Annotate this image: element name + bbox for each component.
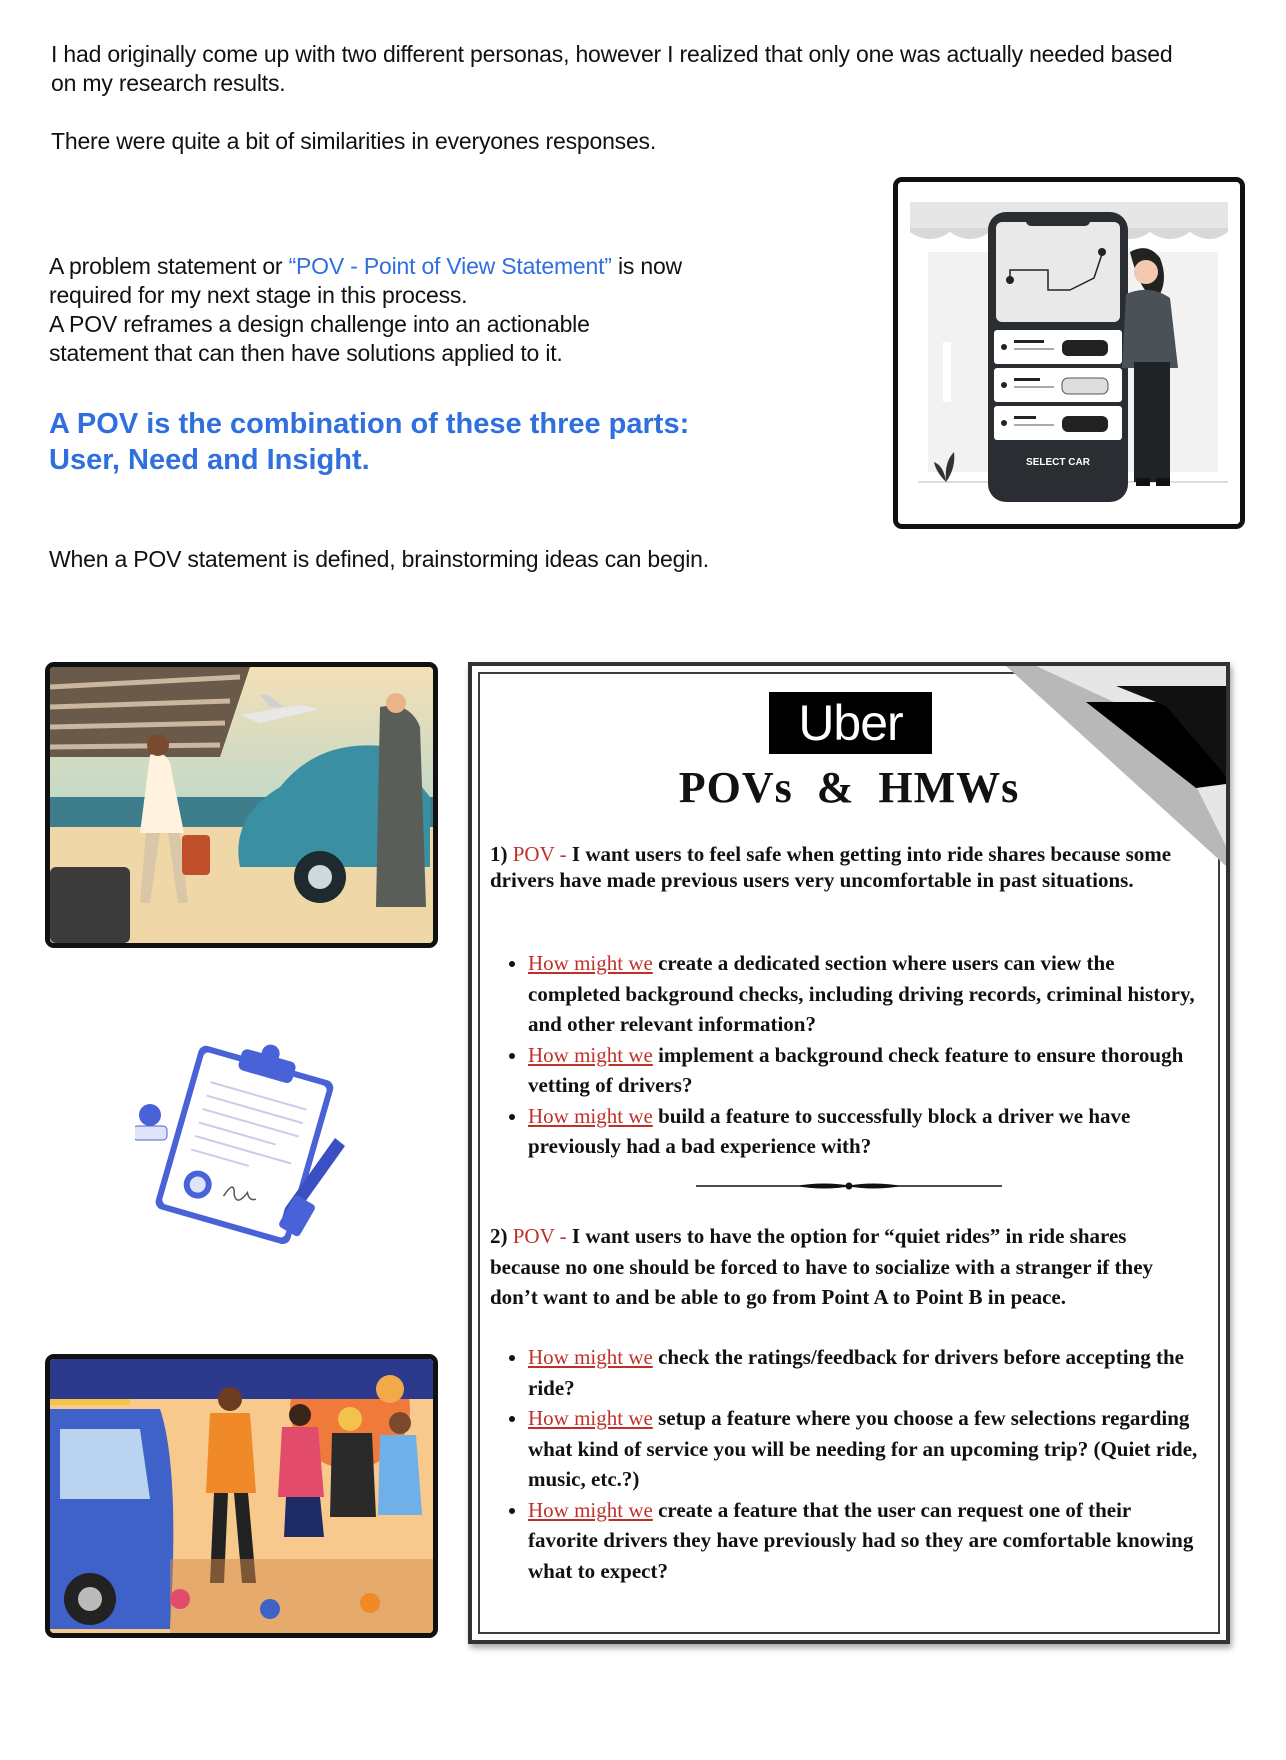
hmw-1-1-text: create a dedicated section where users can view the completed background checks, including driving records, criminal history, and other relevant information?: [528, 951, 1195, 1036]
pov-explainer-paragraph-2: A POV reframes a design challenge into an actionable statement that can then have solutions applied to it.: [49, 311, 590, 366]
pov-explainer-lead: A problem statement or: [49, 253, 289, 279]
friends-car-illustration-frame: [45, 1354, 438, 1638]
pov-1-separator: -: [554, 842, 572, 866]
phone-illustration: [898, 182, 1240, 524]
hmw-2-item: [528, 1342, 1202, 1403]
pov-1-number: 1): [490, 842, 513, 866]
pov-explainer-tail: is now required for my next stage in this process.: [49, 253, 682, 308]
hmw-1-2-text: implement a background check feature to ensure thorough vetting of drivers?: [528, 1042, 1184, 1097]
pov-explainer-paragraph: [49, 252, 714, 310]
hmw-1-item: [528, 1101, 1202, 1162]
pov-1-text: I want users to feel safe when getting into ride shares because some drivers have made previous users very uncomfortable in past situations.: [490, 842, 1172, 892]
hmw-1-3-lead: How might we: [528, 1103, 653, 1128]
ornamental-divider: [696, 1178, 1002, 1194]
pov-combination-heading: A POV is the combination of these three parts: User, Need and Insight.: [49, 408, 690, 476]
intro-paragraph-1: I had originally come up with two different personas, however I realized that only one was actually needed based on my research results.: [51, 41, 1173, 96]
pov-hmw-card: [468, 662, 1230, 1644]
hmw-1-item: [528, 1040, 1202, 1101]
select-car-label: SELECT CAR: [1026, 457, 1090, 468]
hmw-2-1-text: check the ratings/feedback for drivers before accepting the ride?: [528, 1345, 1184, 1400]
hmw-1-3-text: build a feature to successfully block a driver we have previously had a bad experience with?: [528, 1103, 1131, 1158]
pov-1-statement: [490, 841, 1198, 893]
hmw-2-3-text: create a feature that the user can request one of their favorite drivers they have previously had so they are comfortable knowing what to expect?: [528, 1497, 1194, 1583]
pov-2-text: I want users to have the option for “quiet rides” in ride shares because no one should be forced to have to socialize with a stranger if they don’t want to and be able to go from Point A to Point B in peace.: [490, 1224, 1154, 1309]
pov-2-number: 2): [490, 1224, 513, 1248]
hmw-2-2-lead: How might we: [528, 1406, 653, 1430]
airport-ride-illustration: [50, 667, 433, 943]
pov-1-label: POV: [512, 842, 555, 866]
pov-2-statement: [490, 1221, 1198, 1313]
card-title: POVs & HMWs: [678, 763, 1020, 812]
clipboard-illustration: [135, 1038, 350, 1248]
intro-paragraph-2: There were quite a bit of similarities in everyones responses.: [51, 128, 657, 154]
hmw-1-2-lead: How might we: [528, 1042, 653, 1067]
clipboard-document-illustration: [135, 1038, 350, 1248]
hmw-2-1-lead: How might we: [528, 1345, 653, 1369]
friends-car-illustration: [50, 1359, 433, 1633]
hmw-list-1: [494, 948, 1202, 1162]
airport-illustration-frame: [45, 662, 438, 948]
hmw-2-2-text: setup a feature where you choose a few selections regarding what kind of service you will be needing for an upcoming trip? (Quiet ride, music, etc.?): [528, 1406, 1198, 1491]
hmw-2-3-lead: How might we: [528, 1497, 653, 1522]
pov-2-separator: -: [554, 1224, 572, 1248]
hmw-2-item: [528, 1495, 1202, 1587]
brainstorm-paragraph: When a POV statement is defined, brainstorming ideas can begin.: [49, 546, 709, 572]
phone-illustration-frame: [893, 177, 1245, 529]
pov-definition-highlight: “POV - Point of View Statement”: [288, 253, 612, 279]
pov-2-label: POV: [512, 1224, 555, 1248]
hmw-2-item: [528, 1403, 1202, 1495]
uber-logo: Uber: [769, 692, 932, 754]
hmw-1-item: [528, 948, 1202, 1040]
hmw-list-2: [494, 1342, 1202, 1586]
hmw-1-1-lead: How might we: [528, 951, 653, 975]
